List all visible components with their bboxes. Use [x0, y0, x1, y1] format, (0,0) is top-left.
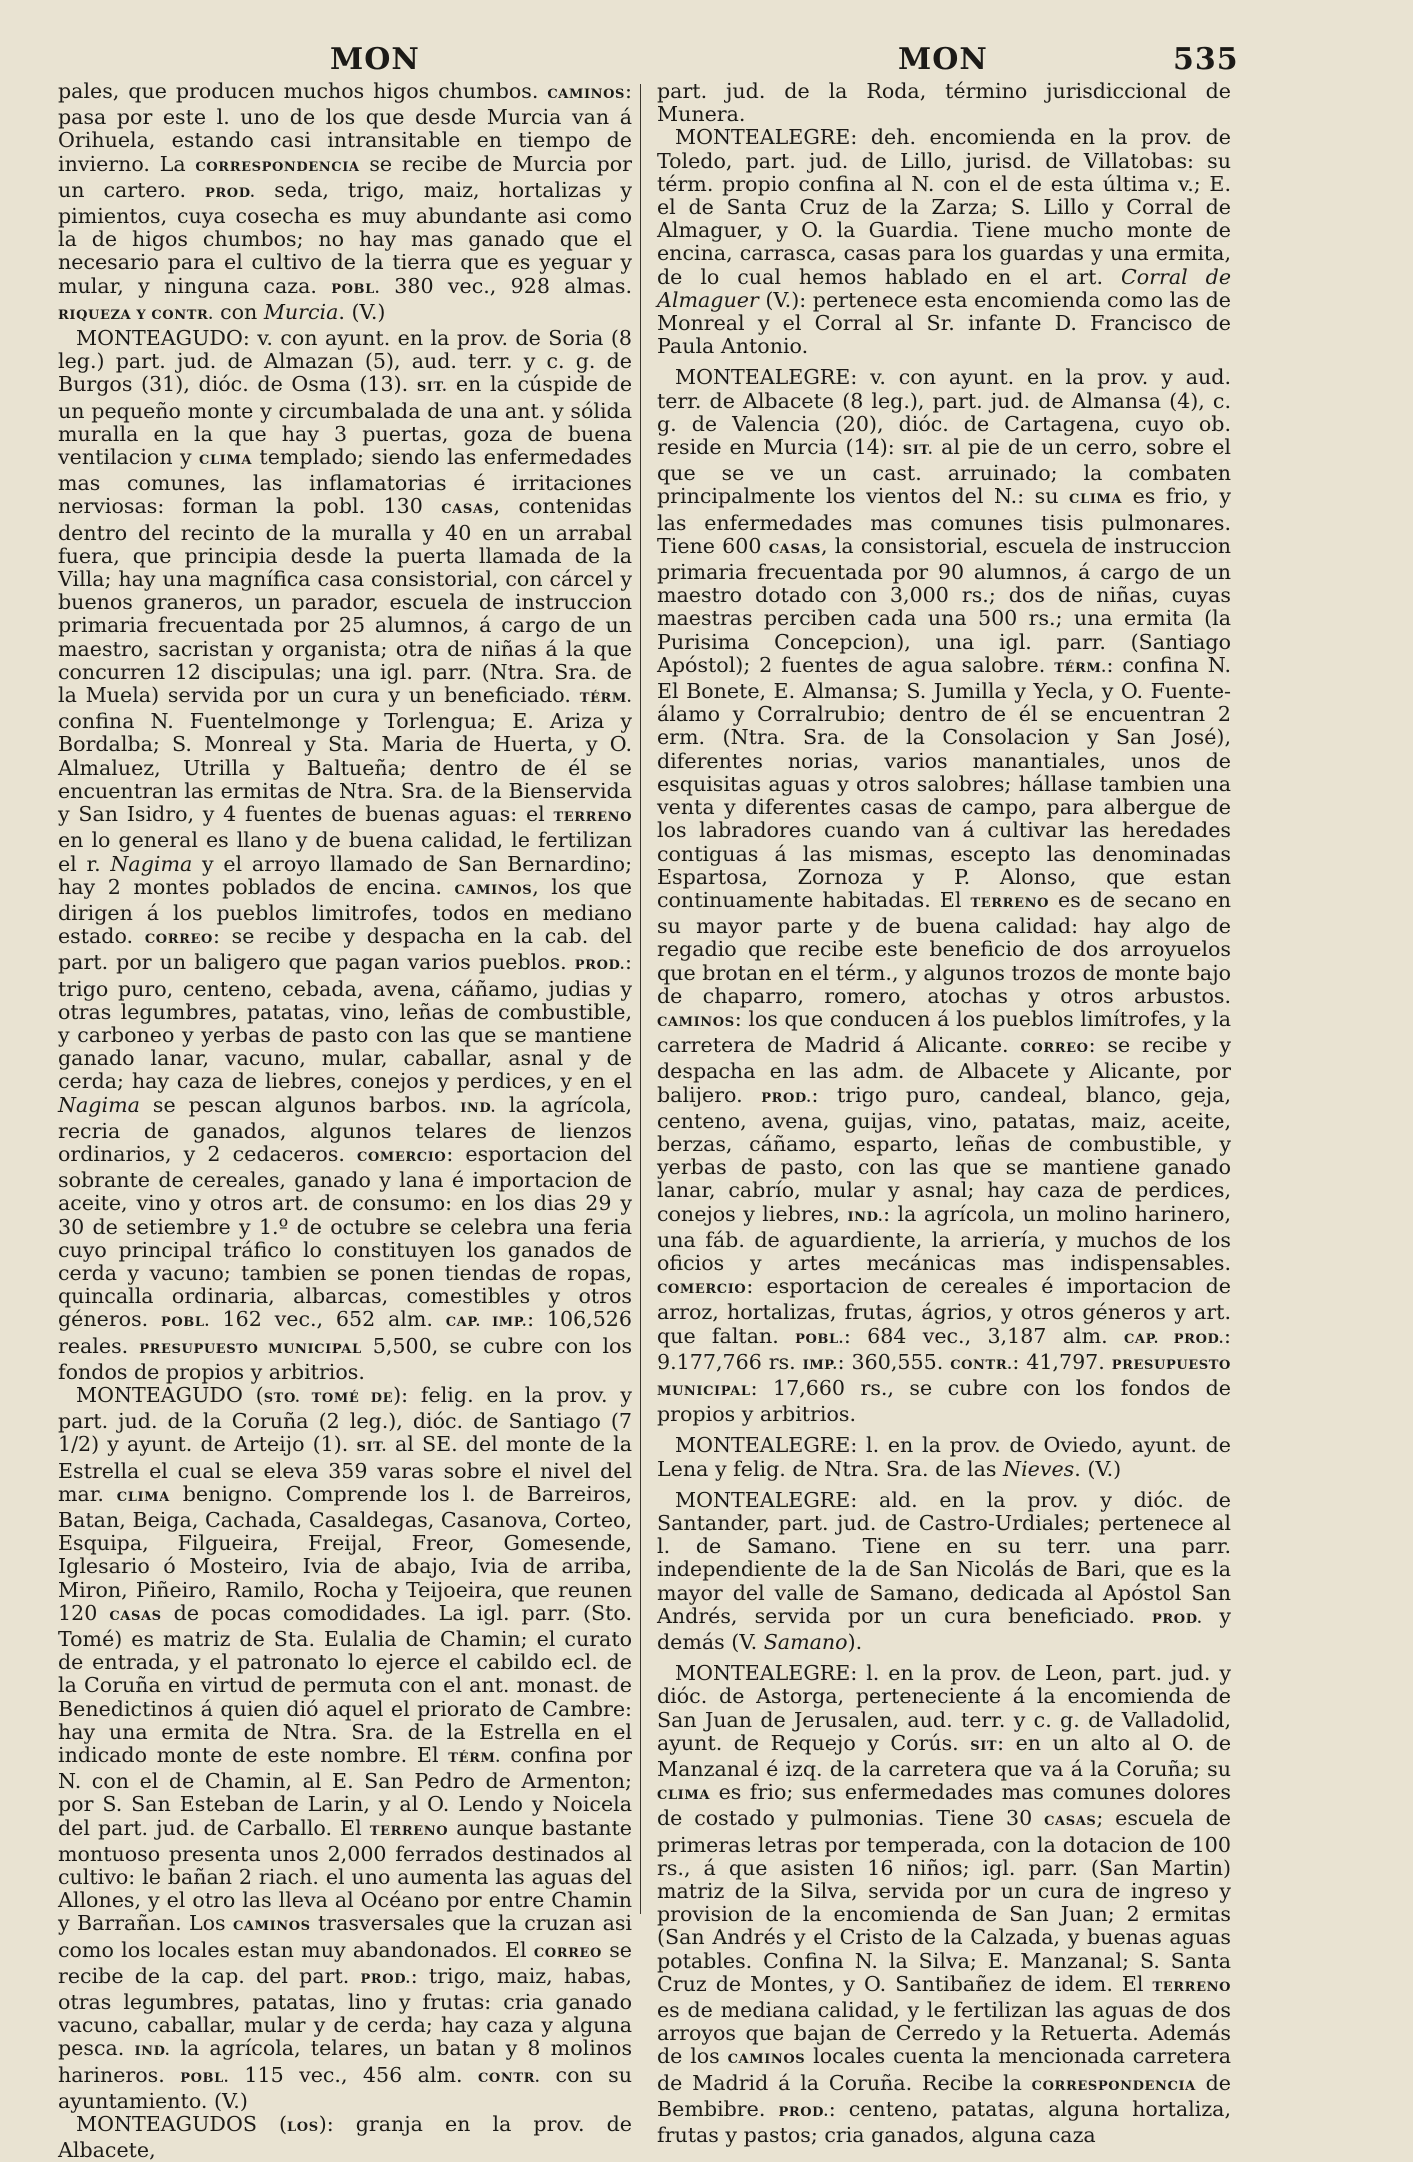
entry-monteagudo-soria: MONTEAGUDO: v. con ayunt. en la prov. de Soria (8 leg.) part. jud. de Almazan (5), aud. terr. y c. g. de Burgos (31), dióc. de Osma (13). SIT. en la cúspide de un pequeño monte y circumbalada de una ant. y sólida muralla en la que hay 3 puertas, goza de buena ventilacion y CLIMA templado; siendo las enfermedades mas comunes, las inflamatorias é irritaciones nerviosas: forman la pobl. 130 CASAS, contenidas dentro del recinto de la muralla y 40 en un arrabal fuera, que principia desde la puerta llamada de la Villa; hay una magnífica casa consistorial, con cárcel y buenos graneros, un parador, escuela de instruccion primaria frecuentada por 25 alumnos, á cargo de un maestro, sacristan y organista; otra de niñas á la que concurren 12 discipulas; una igl. parr. (Ntra. Sra. de la Muela) servida por un cura y un beneficiado. TÉRM. confina N. Fuentelmonge y Torlengua; E. Ariza y Bordalba; S. Monreal y Sta. Maria de Huerta, y O. Almaluez, Utrilla y Baltueña; dentro de él se encuentran las ermitas de Ntra. Sra. de la Bienservida y San Isidro, y 4 fuentes de buenas aguas: el TERRENO en lo general es llano y de buena calidad, le fertilizan el r. Nagima y el arroyo llamado de San Bernardino; hay 2 montes poblados de encina. CAMINOS, los que dirigen á los pueblos limitrofes, todos en mediano estado. CORREO: se recibe y despacha en la cab. del part. por un baligero que pagan varios pueblos. PROD.: trigo puro, centeno, cebada, avena, cáñamo, judias y otras legumbres, patatas, vino, leñas de combustible, y carboneo y yerbas de pasto con las que se mantiene ganado lanar, vacuno, mular, caballar, asnal y de cerda; hay caza de liebres, conejos y perdices, y en el Nagima se pescan algunos barbos. IND. la agrícola, recria de ganados, algunos telares de lienzos ordinarios, y 2 cedaceros. COMERCIO: esportacion del sobrante de cereales, ganado y lana é importacion de aceite, vino y otros art. de consumo: en los dias 29 y 30 de setiembre y 1.º de octubre se celebra una feria cuyo principal tráfico lo constituyen los ganados de cerda y vacuno; tambien se ponen tiendas de ropas, quincalla ordinaria, albarcas, comestibles y otros géneros. POBL. 162 vec., 652 alm. CAP. IMP.: 106,526 reales. PRESUPUESTO MUNICIPAL 5,500, se cubre con los fondos de propios y arbitrios. — [58, 326, 633, 1384]
entry-montealegre-toledo: MONTEALEGRE: deh. encomienda en la prov. de Toledo, part. jud. de Lillo, jurisd. de Villatobas: su térm. propio confina al N. con el de esta última v.; E. el de Santa Cruz de la Zarza; S. Lillo y Corral de Almaguer, y O. la Guardia. Tiene mucho monte de encina, carrasca, casas para los guardas y una ermita, de lo cual hemos hablado en el art. Corral de Almaguer (V.): pertenece esta encomienda como las de Monreal y el Corral al Sr. infante D. Francisco de Paula Antonio. — [657, 125, 1232, 359]
entry-montealegre-leon: MONTEALEGRE: l. en la prov. de Leon, part. jud. y dióc. de Astorga, perteneciente á la encomienda de San Juan de Jerusalen, aud. terr. y c. g. de Valladolid, ayunt. de Requejo y Corús. SIT: en un alto al O. de Manzanal é izq. de la carretera que va á la Coruña; su CLIMA es frio; sus enfermedades mas comunes dolores de costado y pulmonias. Tiene 30 CASAS; escuela de primeras letras por temperada, con la dotacion de 100 rs., á que asisten 16 niños; igl. parr. (San Martin) matriz de la Silva, servida por un cura de ingreso y provision de la encomienda de San Juan; 2 ermitas (San Andrés y el Cristo de la Calzada, y buenas aguas potables. Confina N. la Silva; E. Manzanal; S. Santa Cruz de Montes, y O. Santibañez de idem. El TERRENO es de mediana calidad, y le fertilizan las aguas de dos arroyos que bajan de Cerredo y la Retuerta. Además de los CAMINOS locales cuenta la mencionada carretera de Madrid á la Coruña. Recibe la CORRESPONDENCIA de Bembibre. PROD.: centeno, patatas, alguna hortaliza, frutas y pastos; cria ganados, alguna caza — [657, 1661, 1232, 2148]
entry-continuation: pales, que producen muchos higos chumbos. CAMINOS: pasa por este l. uno de los que desde Murcia van á Orihuela, estando casi intransitable en tiempo de invierno. La CORRESPONDENCIA se recibe de Murcia por un cartero. PROD. seda, trigo, maiz, hortalizas y pimientos, cuya cosecha es muy abundante asi como la de higos chumbos; no hay mas ganado que el necesario para el cultivo de la tierra que es yeguar y mular, y ninguna caza. POBL. 380 vec., 928 almas. RIQUEZA Y CONTR. con Murcia. (V.) — [58, 79, 633, 324]
entry-monteagudo-sto-tome: MONTEAGUDO (STO. TOMÉ DE): felig. en la prov. y part. jud. de la Coruña (2 leg.), dióc. de Santiago (7 1/2) y ayunt. de Arteijo (1). SIT. al SE. del monte de la Estrella el cual se eleva 359 varas sobre el nivel del mar. CLIMA benigno. Comprende los l. de Barreiros, Batan, Beiga, Cachada, Casaldegas, Casanova, Corteo, Esquipa, Filgueira, Freijal, Freor, Gomesende, Iglesario ó Mosteiro, Ivia de abajo, Ivia de arriba, Miron, Piñeiro, Ramilo, Rocha y Teijoeira, que reunen 120 CASAS de pocas comodidades. La igl. parr. (Sto. Tomé) es matriz de Sta. Eulalia de Chamin; el curato de entrada, y el patronato lo ejerce el cabildo ecl. de la Coruña en virtud de permuta con el ant. monast. de Benedictinos á quien dió aquel el priorato de Cambre: hay una ermita de Ntra. Sra. de la Estrella en el indicado monte de este nombre. El TÉRM. confina por N. con el de Chamin, al E. San Pedro de Armenton; por S. San Esteban de Larin, y al O. Lendo y Noicela del part. jud. de Carballo. El TERRENO aunque bastante montuoso presenta unos 2,000 ferrados destinados al cultivo: le bañan 2 riach. el uno aumenta las aguas del Allones, y el otro las lleva al Océano por entre Chamin y Barrañan. Los CAMINOS trasversales que la cruzan asi como los locales estan muy abandonados. El CORREO se recibe de la cap. del part. PROD.: trigo, maiz, habas, otras legumbres, patatas, lino y frutas: cria ganado vacuno, caballar, mular y de cerda; hay caza y alguna pesca. IND. la agrícola, telares, un batan y 8 molinos harineros. POBL. 115 vec., 456 alm. CONTR. con su ayuntamiento. (V.) — [58, 1382, 633, 2113]
column-rule — [640, 84, 641, 1914]
running-head-right: MON — [898, 42, 988, 77]
left-column — [58, 80, 632, 2162]
running-head-left: MON — [330, 42, 420, 77]
entry-montealegre-albacete: MONTEALEGRE: v. con ayunt. en la prov. y aud. terr. de Albacete (8 leg.), part. jud. de Almansa (4), c. g. de Valencia (20), dióc. de Cartagena, cuyo ob. reside en Murcia (14): SIT. al pie de un cerro, sobre el que se ve un cast. arruinado; la combaten principalmente los vientos del N.: su CLIMA es frio, y las enfermedades mas comunes tisis pulmonares. Tiene 600 CASAS, la consistorial, escuela de instruccion primaria frecuentada por 90 alumnos, á cargo de un maestro dotado con 3,000 rs.; dos de niñas, cuyas maestras perciben cada una 500 rs.; una ermita (la Purisima Concepcion), una igl. parr. (Santiago Apóstol); 2 fuentes de agua salobre. TÉRM.: confina N. El Bonete, E. Almansa; S. Jumilla y Yecla, y O. Fuente-álamo y Corralrubio; dentro de él se encuentran 2 erm. (Ntra. Sra. de la Consolacion y San José), diferentes norias, varios manantiales, unos de esquisitas aguas y otros salobres; hállase tambien una venta y diferentes casas de campo, para albergue de los labradores cuando van á cultivar las heredades contiguas á las mismas, escepto las denominadas Espartosa, Zornoza y P. Alonso, que estan continuamente habitadas. El TERRENO es de secano en su mayor parte y de buena calidad: hay algo de regadio que recibe este beneficio de dos arroyuelos que brotan en el térm., y algunos trozos de monte bajo de chaparro, romero, atochas y otros arbustos. CAMINOS: los que conducen á los pueblos limítrofes, y la carretera de Madrid á Alicante. CORREO: se recibe y despacha en las adm. de Albacete y Alicante, por balijero. PROD.: trigo puro, candeal, blanco, geja, centeno, avena, guijas, vino, patatas, maiz, aceite, berzas, cáñamo, esparto, leñas de combustible, y yerbas de pasto, con las que se mantiene ganado lanar, cabrío, mular y asnal; hay caza de perdices, conejos y liebres, IND.: la agrícola, un molino harinero, una fáb. de aguardiente, la arriería, y muchos de los oficios y artes mecánicas mas indispensables. COMERCIO: esportacion de cereales é importacion de arroz, hortalizas, frutas, ágrios, y otros géneros y art. que faltan. POBL.: 684 vec., 3,187 alm. CAP. PROD.: 9.177,766 rs. IMP.: 360,555. CONTR.: 41,797. PRESUPUESTO MUNICIPAL: 17,660 rs., se cubre con los fondos de propios y arbitrios. — [657, 365, 1231, 1427]
right-column — [657, 80, 1231, 2147]
entry-montealegre-santander: MONTEALEGRE: ald. en la prov. y dióc. de Santander, part. jud. de Castro-Urdiales; pertenece al l. de Samano. Tiene en su terr. una parr. independiente de la de San Nicolás de Bari, que es la mayor del valle de Samano, dedicada al Apóstol San Andrés, servida por un cura beneficiado. PROD. y demás (V. Samano). — [657, 1487, 1231, 1654]
entry-montealegre-oviedo: MONTEALEGRE: l. en la prov. de Oviedo, ayunt. de Lena y felig. de Ntra. Sra. de las Nieves. (V.) — [657, 1433, 1231, 1481]
entry-continuation: part. jud. de la Roda, término jurisdiccional de Munera. — [657, 79, 1231, 127]
page-number: 535 — [1173, 42, 1239, 77]
entry-monteagudos-los: MONTEAGUDOS (LOS): granja en la prov. de Albacete, — [58, 2112, 632, 2162]
